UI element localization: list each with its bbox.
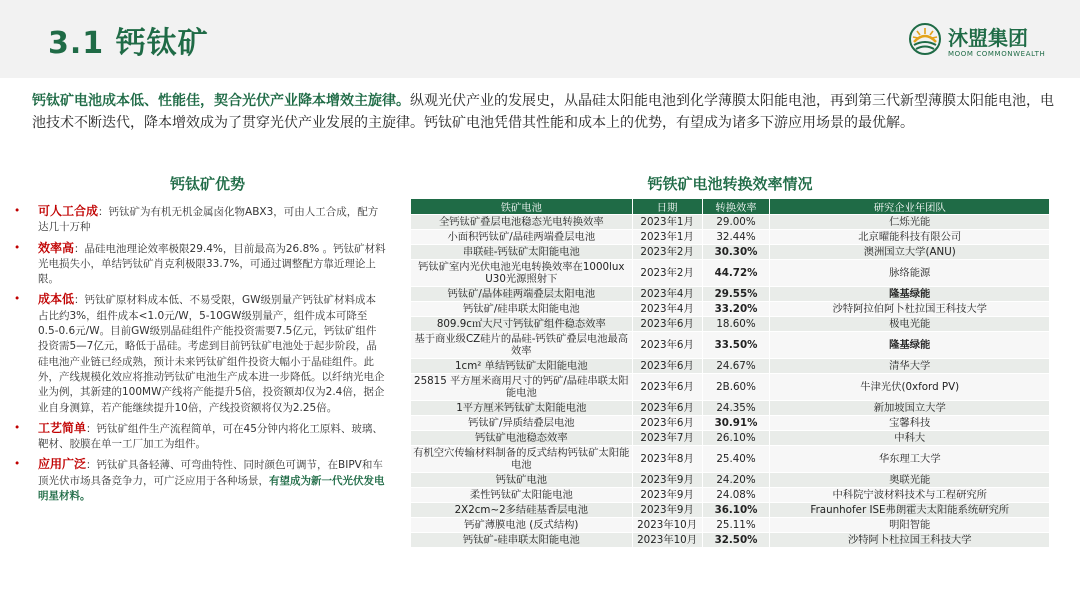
table-row	[411, 332, 1050, 359]
cell-date: 2023年6月	[632, 374, 702, 401]
bullet-icon: •	[14, 293, 21, 306]
efficiency-table	[410, 198, 1050, 548]
cell-efficiency: 24.20%	[702, 473, 770, 488]
cell-efficiency: 30.91%	[702, 416, 770, 431]
table-row	[411, 302, 1050, 317]
cell-battery: 809.9c㎡大尺寸钙钛矿组件稳态效率	[411, 317, 633, 332]
cell-battery: 钙钛矿电池稳态效率	[411, 431, 633, 446]
cell-battery: 25815 平方厘米商用尺寸的钙矿/晶硅串联太阳能电池	[411, 374, 633, 401]
cell-efficiency: 33.50%	[702, 332, 770, 359]
bullet-icon: •	[14, 458, 21, 471]
cell-efficiency: 26.10%	[702, 431, 770, 446]
advantage-heading: 效率高	[38, 240, 75, 255]
cell-battery: 基于商业级CZ硅片的晶硅-钙铁矿叠层电池最高效率	[411, 332, 633, 359]
cell-battery: 串联硅-钙钛矿太阳能电池	[411, 245, 633, 260]
cell-battery: 钙钛矿电池	[411, 473, 633, 488]
intro-highlight: 钙钛矿电池成本低、性能佳，契合光伏产业降本增效主旋律。	[32, 93, 410, 109]
cell-date: 2023年7月	[632, 431, 702, 446]
advantage-item	[14, 241, 386, 288]
cell-efficiency: 2B.60%	[702, 374, 770, 401]
cell-date: 2023年6月	[632, 359, 702, 374]
cell-battery: 钙钛矿-硅串联太阳能电池	[411, 533, 633, 548]
column-header: 铁矿电池	[411, 199, 633, 215]
cell-team: 澳洲国立大学(ANU)	[770, 245, 1050, 260]
cell-team: 宝馨科技	[770, 416, 1050, 431]
brand-logo	[908, 22, 1068, 66]
cell-date: 2023年1月	[632, 230, 702, 245]
cell-date: 2023年2月	[632, 260, 702, 287]
advantage-text: ：钙钛矿原材料成本低、不易受限，GW级别量产钙钛矿材料成本占比约3%，组件成本<1.0元/W，5-10GW级别量产，组件成本可降至0.5-0.6元/W。目前GW级别晶硅组件产能投资需要7.5亿元，钙钛矿组件投资需5—7亿元，略低于晶硅。考虑到目前钙钛矿电池处于起步阶段，晶硅电池产业链已经成熟，预计未来钙钛矿组件投资大幅小于晶硅组件。此外，产线规模化效应将推动钙钛矿电池生产成本进一步降低。以纤纳光电企业为例，其新建的100MW产线将产能提升5倍，投资额却仅为2.4倍，据企业自身测算，若产能继续提升10倍，产线投资额将仅为2.25倍。	[38, 294, 385, 414]
cell-battery: 钙钛矿/硅串联太阳能电池	[411, 302, 633, 317]
table-row	[411, 215, 1050, 230]
advantage-text: ：晶硅电池理论效率极限29.4%，目前最高为26.8% 。钙钛矿材料光电损失小，单结钙钛矿肖克利极限33.7%，可通过调整配方靠近理论上限。	[38, 242, 386, 286]
cell-team: 明阳智能	[770, 518, 1050, 533]
cell-team: 隆基绿能	[770, 332, 1050, 359]
cell-efficiency: 32.50%	[702, 533, 770, 548]
advantage-item	[14, 204, 386, 236]
column-header: 日期	[632, 199, 702, 215]
cell-battery: 钙钛矿/异质结叠层电池	[411, 416, 633, 431]
table-row	[411, 533, 1050, 548]
cell-efficiency: 29.00%	[702, 215, 770, 230]
intro-text: 纵观光伏产业的发展史，从晶硅太阳能电池到化学薄膜太阳能电池，再到第三代新型薄膜太阳能电池，电池技术不断迭代，降本增效成为了贯穿光伏产业发展的主旋律。钙钛矿电池凭借其性能和成本上的优势，有望成为诸多下游应用场景的最优解。	[32, 93, 1054, 131]
cell-efficiency: 36.10%	[702, 503, 770, 518]
cell-battery: 钙矿薄膜电池 (反式结构)	[411, 518, 633, 533]
advantage-highlight: 有望成为新一代光伏发电明星材料。	[38, 474, 385, 503]
cell-battery: 钙钛矿室内光伏电池光电转换效率在1000lux U30光源照射下	[411, 260, 633, 287]
column-header: 研究企业年团队	[770, 199, 1050, 215]
advantage-heading: 可人工合成	[38, 204, 99, 218]
advantage-item	[14, 292, 386, 415]
cell-battery: 1cm² 单结钙钛矿太阳能电池	[411, 359, 633, 374]
table-row	[411, 518, 1050, 533]
advantage-text: ：钙钛矿为有机无机金属卤化物ABX3，可由人工合成，配方达几十万种	[38, 206, 379, 234]
table-row	[411, 317, 1050, 332]
cell-efficiency: 29.55%	[702, 287, 770, 302]
cell-team: 中科大	[770, 431, 1050, 446]
advantage-text: ：钙钛矿具备轻薄、可弯曲特性、同时颜色可调节，在BIPV和车顶光伏市场具备竞争力，可广泛应用于各种场景，	[38, 459, 383, 487]
table-row	[411, 359, 1050, 374]
cell-date: 2023年4月	[632, 287, 702, 302]
bullet-icon: •	[14, 241, 21, 254]
cell-efficiency: 33.20%	[702, 302, 770, 317]
cell-date: 2023年1月	[632, 215, 702, 230]
cell-efficiency: 18.60%	[702, 317, 770, 332]
cell-team: 奥联光能	[770, 473, 1050, 488]
advantage-item	[14, 421, 386, 453]
cell-efficiency: 44.72%	[702, 260, 770, 287]
advantage-item	[14, 457, 386, 504]
cell-battery: 小面积钙钛矿/晶硅两端叠层电池	[411, 230, 633, 245]
cell-date: 2023年6月	[632, 332, 702, 359]
cell-date: 2023年6月	[632, 317, 702, 332]
cell-date: 2023年4月	[632, 302, 702, 317]
cell-team: 隆基绿能	[770, 287, 1050, 302]
cell-battery: 有机空穴传输材料制备的反式结构钙钛矿太阳能电池	[411, 446, 633, 473]
cell-battery: 2X2cm~2多结硅基香层电池	[411, 503, 633, 518]
cell-efficiency: 30.30%	[702, 245, 770, 260]
table-row	[411, 260, 1050, 287]
table-row	[411, 488, 1050, 503]
logo-name: 沐盟集团	[948, 26, 1028, 50]
advantage-text: ：钙钛矿组件生产流程简单，可在45分钟内将化工原料、玻璃、靶材、胶膜在单一工厂加工为组件。	[38, 422, 383, 451]
cell-date: 2023年10月	[632, 518, 702, 533]
cell-date: 2023年6月	[632, 401, 702, 416]
page-title: 3.1 钙钛矿	[48, 26, 209, 61]
advantages-list	[14, 204, 386, 509]
table-row	[411, 287, 1050, 302]
logo-subtitle: MOOM COMMONWEALTH	[948, 50, 1046, 58]
cell-efficiency: 24.08%	[702, 488, 770, 503]
sunrise-logo-icon	[908, 22, 942, 56]
table-row	[411, 230, 1050, 245]
cell-team: Fraunhofer ISE弗朗霍夫太阳能系统研究所	[770, 503, 1050, 518]
advantages-title: 钙钛矿优势	[169, 175, 245, 193]
column-header: 转换效率	[702, 199, 770, 215]
advantage-heading: 成本低	[38, 292, 75, 307]
cell-team: 脉络能源	[770, 260, 1050, 287]
cell-battery: 全钙钛矿叠层电池稳态光电转换效率	[411, 215, 633, 230]
cell-team: 仁烁光能	[770, 215, 1050, 230]
table-row	[411, 446, 1050, 473]
cell-efficiency: 25.40%	[702, 446, 770, 473]
advantage-heading: 工艺简单	[38, 420, 87, 435]
advantage-heading: 应用广泛	[38, 457, 87, 472]
cell-team: 牛津光伏(0xford PV)	[770, 374, 1050, 401]
table-row	[411, 416, 1050, 431]
efficiency-table-title: 钙铁矿电池转换效率情况	[647, 175, 813, 193]
cell-date: 2023年9月	[632, 503, 702, 518]
cell-battery: 柔性钙钛矿太阳能电池	[411, 488, 633, 503]
cell-team: 沙特阿卜杜拉国王科技大学	[770, 533, 1050, 548]
cell-efficiency: 25.11%	[702, 518, 770, 533]
cell-team: 清华大学	[770, 359, 1050, 374]
table-row	[411, 473, 1050, 488]
cell-team: 北京曜能科技有限公司	[770, 230, 1050, 245]
cell-efficiency: 24.35%	[702, 401, 770, 416]
intro-paragraph	[32, 90, 1056, 134]
cell-date: 2023年8月	[632, 446, 702, 473]
table-row	[411, 503, 1050, 518]
cell-date: 2023年10月	[632, 533, 702, 548]
cell-date: 2023年2月	[632, 245, 702, 260]
cell-battery: 1平方厘米钙钛矿太阳能电池	[411, 401, 633, 416]
table-row	[411, 401, 1050, 416]
cell-efficiency: 24.67%	[702, 359, 770, 374]
header-bar	[0, 0, 1080, 78]
table-row	[411, 431, 1050, 446]
cell-date: 2023年9月	[632, 488, 702, 503]
cell-team: 沙特阿拉伯阿卜杜拉国王科技大学	[770, 302, 1050, 317]
table-row	[411, 245, 1050, 260]
cell-efficiency: 32.44%	[702, 230, 770, 245]
cell-date: 2023年6月	[632, 416, 702, 431]
bullet-icon: •	[14, 421, 21, 434]
cell-team: 极电光能	[770, 317, 1050, 332]
cell-team: 中科院宁波材料技术与工程研究所	[770, 488, 1050, 503]
cell-date: 2023年9月	[632, 473, 702, 488]
cell-team: 华东理工大学	[770, 446, 1050, 473]
bullet-icon: •	[14, 205, 21, 217]
table-body	[411, 215, 1050, 548]
table-row	[411, 374, 1050, 401]
table-header-row	[411, 199, 1050, 215]
cell-battery: 钙钛矿/晶体硅两端叠层太阳电池	[411, 287, 633, 302]
cell-team: 新加坡国立大学	[770, 401, 1050, 416]
